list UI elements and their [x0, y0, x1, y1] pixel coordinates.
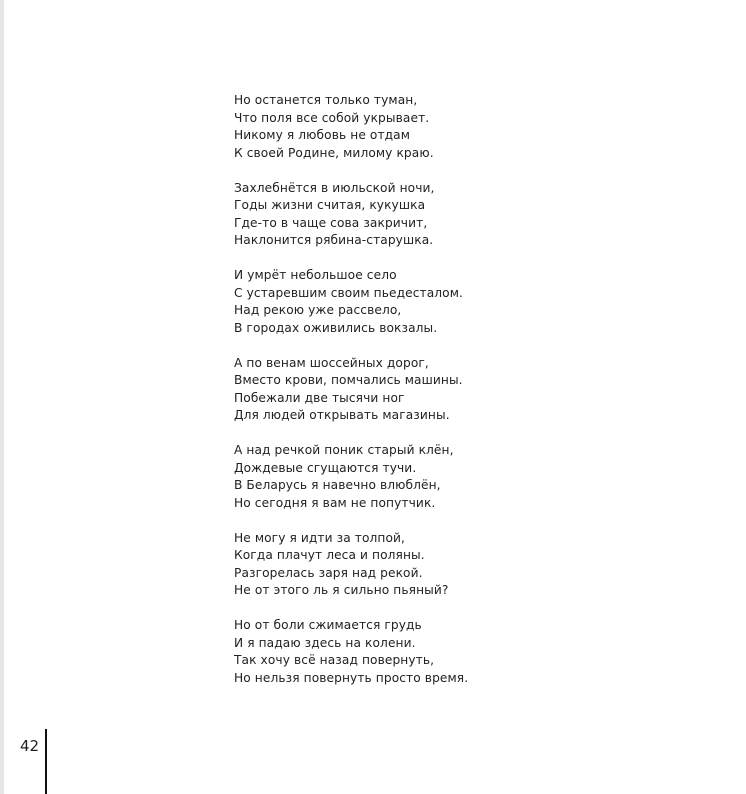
stanza-1 — [234, 92, 654, 162]
poem-line: Где-то в чаще сова закричит, — [234, 215, 428, 230]
poem-line: Так хочу всё назад повернуть, — [234, 653, 435, 667]
poem-line: С устаревшим своим пьедесталом. — [234, 285, 464, 300]
poem-line: Вместо крови, помчались машины. — [234, 373, 463, 387]
poem-line: К своей Родине, милому краю. — [234, 145, 434, 160]
poem-line: А над речкой поник старый клён, — [234, 443, 454, 457]
poem-line: Но от боли сжимается грудь — [234, 618, 422, 632]
stanza-7 — [234, 617, 654, 687]
poem-line: Дождевые сгущаются тучи. — [234, 460, 417, 475]
poem-line: Годы жизни считая, кукушка — [234, 198, 426, 212]
poem-line: Побежали две тысячи ног — [234, 390, 405, 405]
page-number: 42 — [20, 737, 40, 755]
poem-line: Никому я любовь не отдам — [234, 128, 411, 142]
poem-line: Над рекою уже рассвело, — [234, 303, 402, 317]
page-edge-shadow — [0, 0, 4, 794]
poem-line: Не от этого ль я сильно пьяный? — [234, 583, 449, 597]
poem-text — [234, 92, 654, 705]
poem-line: В Беларусь я навечно влюблён, — [234, 478, 441, 492]
page-number-rule — [45, 729, 47, 794]
poem-line: Для людей открывать магазины. — [234, 408, 450, 422]
poem-line: Но сегодня я вам не попутчик. — [234, 495, 436, 510]
poem-line: Когда плачут леса и поляны. — [234, 548, 425, 562]
poem-line: Но нельзя повернуть просто время. — [234, 670, 469, 685]
poem-line: И я падаю здесь на колени. — [234, 635, 416, 650]
stanza-2 — [234, 180, 654, 250]
poem-line: Что поля все собой укрывает. — [234, 110, 430, 125]
stanza-6 — [234, 530, 654, 600]
poem-line: Но останется только туман, — [234, 93, 418, 107]
stanza-5 — [234, 442, 654, 512]
stanza-3 — [234, 267, 654, 337]
stanza-4 — [234, 355, 654, 425]
poem-line: Разгорелась заря над рекой. — [234, 565, 423, 580]
poem-line: В городах оживились вокзалы. — [234, 320, 438, 335]
poem-line: Захлебнётся в июльской ночи, — [234, 180, 435, 195]
poem-line: А по венам шоссейных дорог, — [234, 355, 429, 370]
poem-line: Наклонится рябина-старушка. — [234, 233, 434, 247]
poem-line: И умрёт небольшое село — [234, 268, 397, 282]
poem-line: Не могу я идти за толпой, — [234, 530, 406, 545]
